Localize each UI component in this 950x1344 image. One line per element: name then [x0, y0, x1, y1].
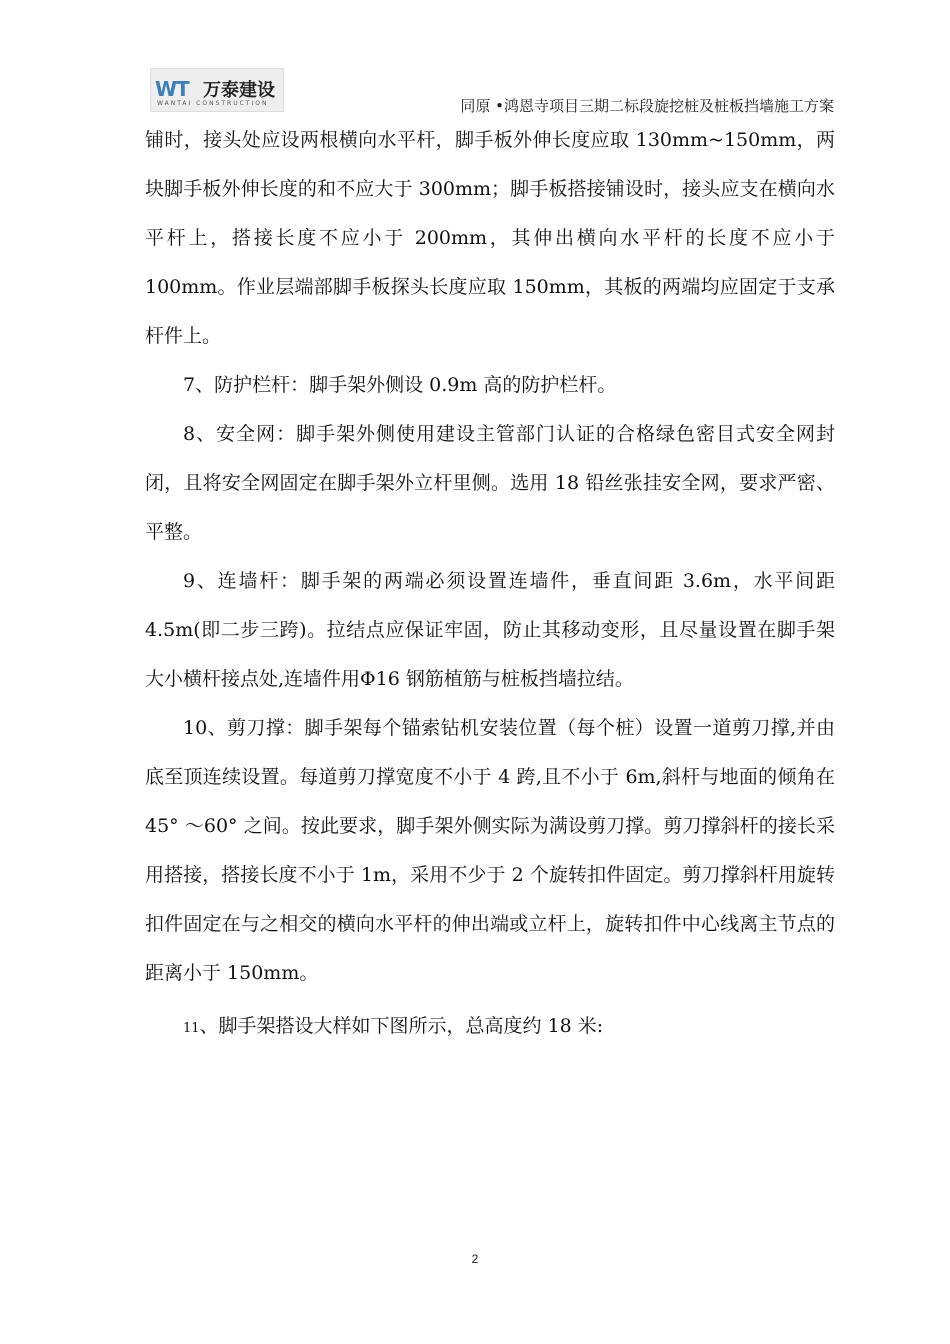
paragraph-item-11 — [145, 1002, 835, 1053]
paragraph-item-9: 9、连墙杆：脚手架的两端必须设置连墙件，垂直间距 3.6m，水平间距 4.5m(即二步三跨)。拉结点应保证牢固，防止其移动变形，且尽量设置在脚手架大小横杆接点处,连墙件用Φ16 钢筋植筋与桩板挡墙拉结。 — [145, 570, 835, 690]
document-body — [145, 116, 835, 1053]
item-11-number: 11 — [183, 1021, 200, 1036]
item-11-text: 、脚手架搭设大样如下图所示，总高度约 18 米: — [199, 1015, 604, 1037]
paragraph-continued: 铺时，接头处应设两根横向水平杆，脚手板外伸长度应取 130mm~150mm，两块脚手板外伸长度的和不应大于 300mm；脚手板搭接铺设时，接头应支在横向水平杆上，搭接长度不应小于 200mm，其伸出横向水平杆的长度不应小于 100mm。作业层端部脚手板探头长度应取 150mm，其板的两端均应固定于支承杆件上。 — [145, 129, 835, 347]
logo-company-name: 万泰建设 — [203, 80, 275, 101]
company-logo — [150, 68, 284, 112]
paragraph-item-8: 8、安全网：脚手架外侧使用建设主管部门认证的合格绿色密目式安全网封闭，且将安全网固定在脚手架外立杆里侧。选用 18 铅丝张挂安全网，要求严密、平整。 — [145, 423, 835, 543]
document-header-title: 同原 •鸿恩寺项目三期二标段旋挖桩及桩板挡墙施工方案 — [460, 97, 834, 115]
paragraph-item-10: 10、剪刀撑：脚手架每个锚索钻机安装位置（每个桩）设置一道剪刀撑,并由底至顶连续设置。每道剪刀撑宽度不小于 4 跨,且不小于 6m,斜杆与地面的倾角在 45° ～60° 之间。按此要求，脚手架外侧实际为满设剪刀撑。剪刀撑斜杆的接长采用搭接，搭接长度不小于 1m，采用不少于 2 个旋转扣件固定。剪刀撑斜杆用旋转扣件固定在与之相交的横向水平杆的伸出端或立杆上，旋转扣件中心线离主节点的距离小于 150mm。 — [145, 717, 835, 984]
logo-mark: WT — [155, 77, 189, 101]
logo-company-name-en: WANTAI CONSTRUCTION — [157, 100, 269, 107]
page-number: 2 — [471, 1252, 479, 1266]
paragraph-item-7: 7、防护栏杆：脚手架外侧设 0.9m 高的防护栏杆。 — [183, 374, 617, 396]
